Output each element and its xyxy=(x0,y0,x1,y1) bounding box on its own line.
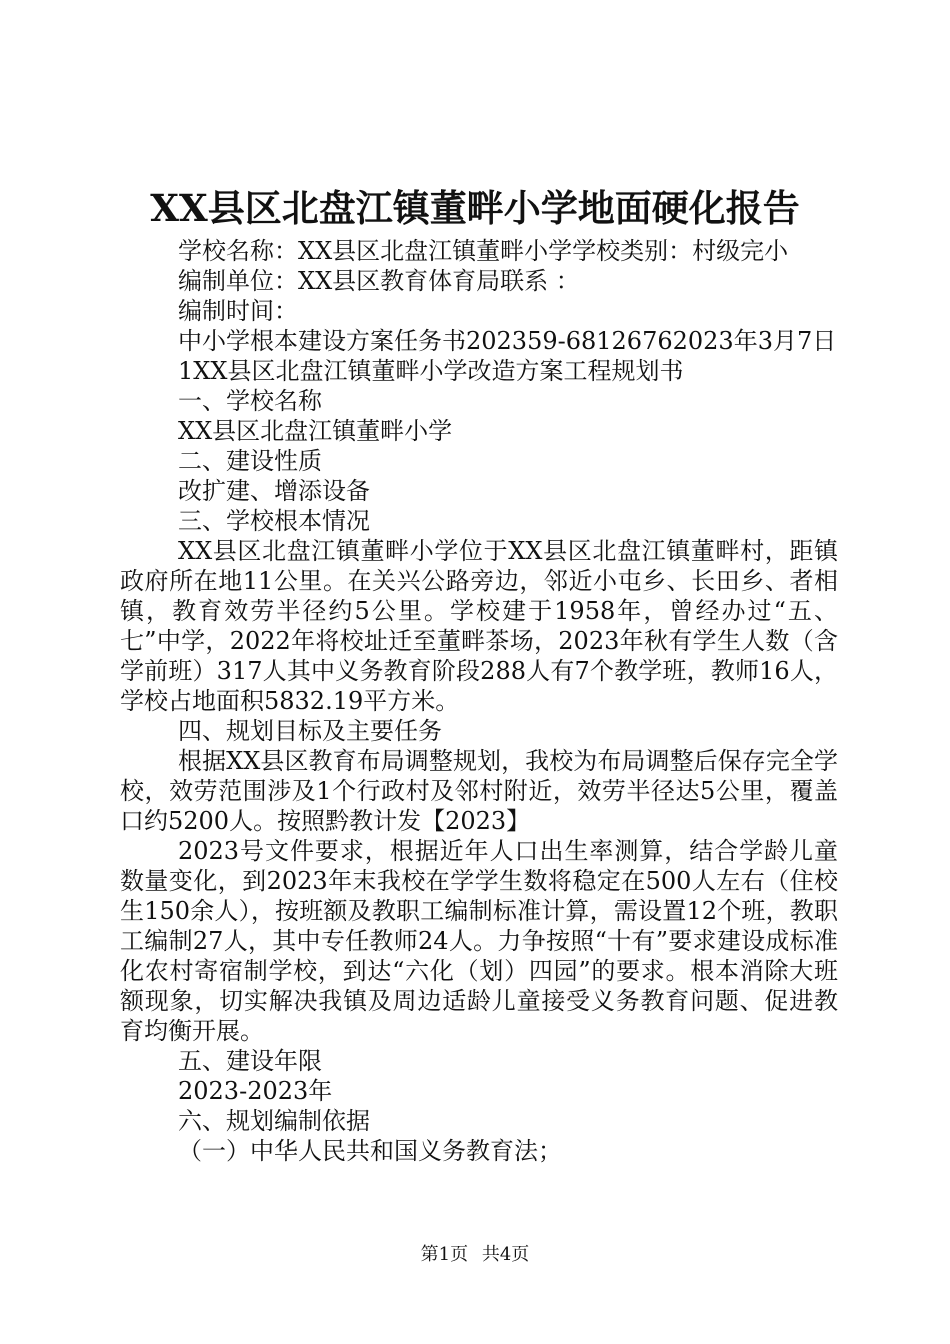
header-line-plan: 1XX县区北盘江镇董畔小学改造方案工程规划书 xyxy=(178,357,684,385)
document-body xyxy=(120,236,838,1166)
paragraph-goals-1: 根据XX县区教育布局调整规划，我校为布局调整后保存完全学校，效劳范围涉及1个行政村及邻村附近，效劳半径达5公里，覆盖口约5200人。按照黔教计发【2023】 xyxy=(120,747,838,835)
page-footer xyxy=(0,1240,950,1266)
header-line-unit: 编制单位：XX县区教育体育局联系 ： xyxy=(178,267,580,295)
page-number: 第1页 xyxy=(420,1244,469,1265)
heading-years: 五、建设年限 xyxy=(178,1047,322,1075)
heading-school-name: 一、学校名称 xyxy=(178,387,322,415)
heading-basis: 六、规划编制依据 xyxy=(178,1107,370,1135)
heading-goals: 四、规划目标及主要任务 xyxy=(178,717,442,745)
page-total: 共4页 xyxy=(481,1244,530,1265)
school-name-value: XX县区北盘江镇董畔小学 xyxy=(178,417,453,445)
years-value: 2023-2023年 xyxy=(178,1077,333,1105)
header-line-school-name: 学校名称：XX县区北盘江镇董畔小学学校类别：村级完小 xyxy=(178,237,789,265)
heading-basic: 三、学校根本情况 xyxy=(178,507,370,535)
paragraph-goals-2-text: 2023号文件要求，根据近年人口出生率测算，结合学龄儿童数量变化，到2023年末我校在学学生数将稳定在500人左右（住校生150余人），按班额及教职工编制标准计算，需设置12个班，教职工编制27人，其中专任教师24人。力争按照“十有”要求建设成标准化农村寄宿制学校，到达“六化（划）四园”的要求。根本消除大班额现象，切实解决我镇及周边适龄儿童接受义务教育问题、促进教育均衡开展。 xyxy=(120,837,838,1045)
header-line-time: 编制时间： xyxy=(178,297,298,325)
nature-value: 改扩建、增添设备 xyxy=(178,477,370,505)
document-title: XX县区北盘江镇董畔小学地面硬化报告 xyxy=(150,186,800,230)
header-line-task: 中小学根本建设方案任务书202359-68126762023年3月7日 xyxy=(178,327,837,355)
basis-item-1: （一）中华人民共和国义务教育法； xyxy=(178,1137,562,1165)
paragraph-basic-info: XX县区北盘江镇董畔小学位于XX县区北盘江镇董畔村，距镇政府所在地11公里。在关兴公路旁边，邻近小屯乡、长田乡、者相镇，教育效劳半径约5公里。学校建于1958年，曾经办过“五、七”中学，2022年将校址迁至董畔茶场，2023年秋有学生人数（含学前班）317人其中义务教育阶段288人有7个教学班，教师16人，学校占地面积5832.19平方米。 xyxy=(120,537,838,715)
paragraph-goals-2 xyxy=(120,836,838,1046)
heading-nature: 二、建设性质 xyxy=(178,447,322,475)
